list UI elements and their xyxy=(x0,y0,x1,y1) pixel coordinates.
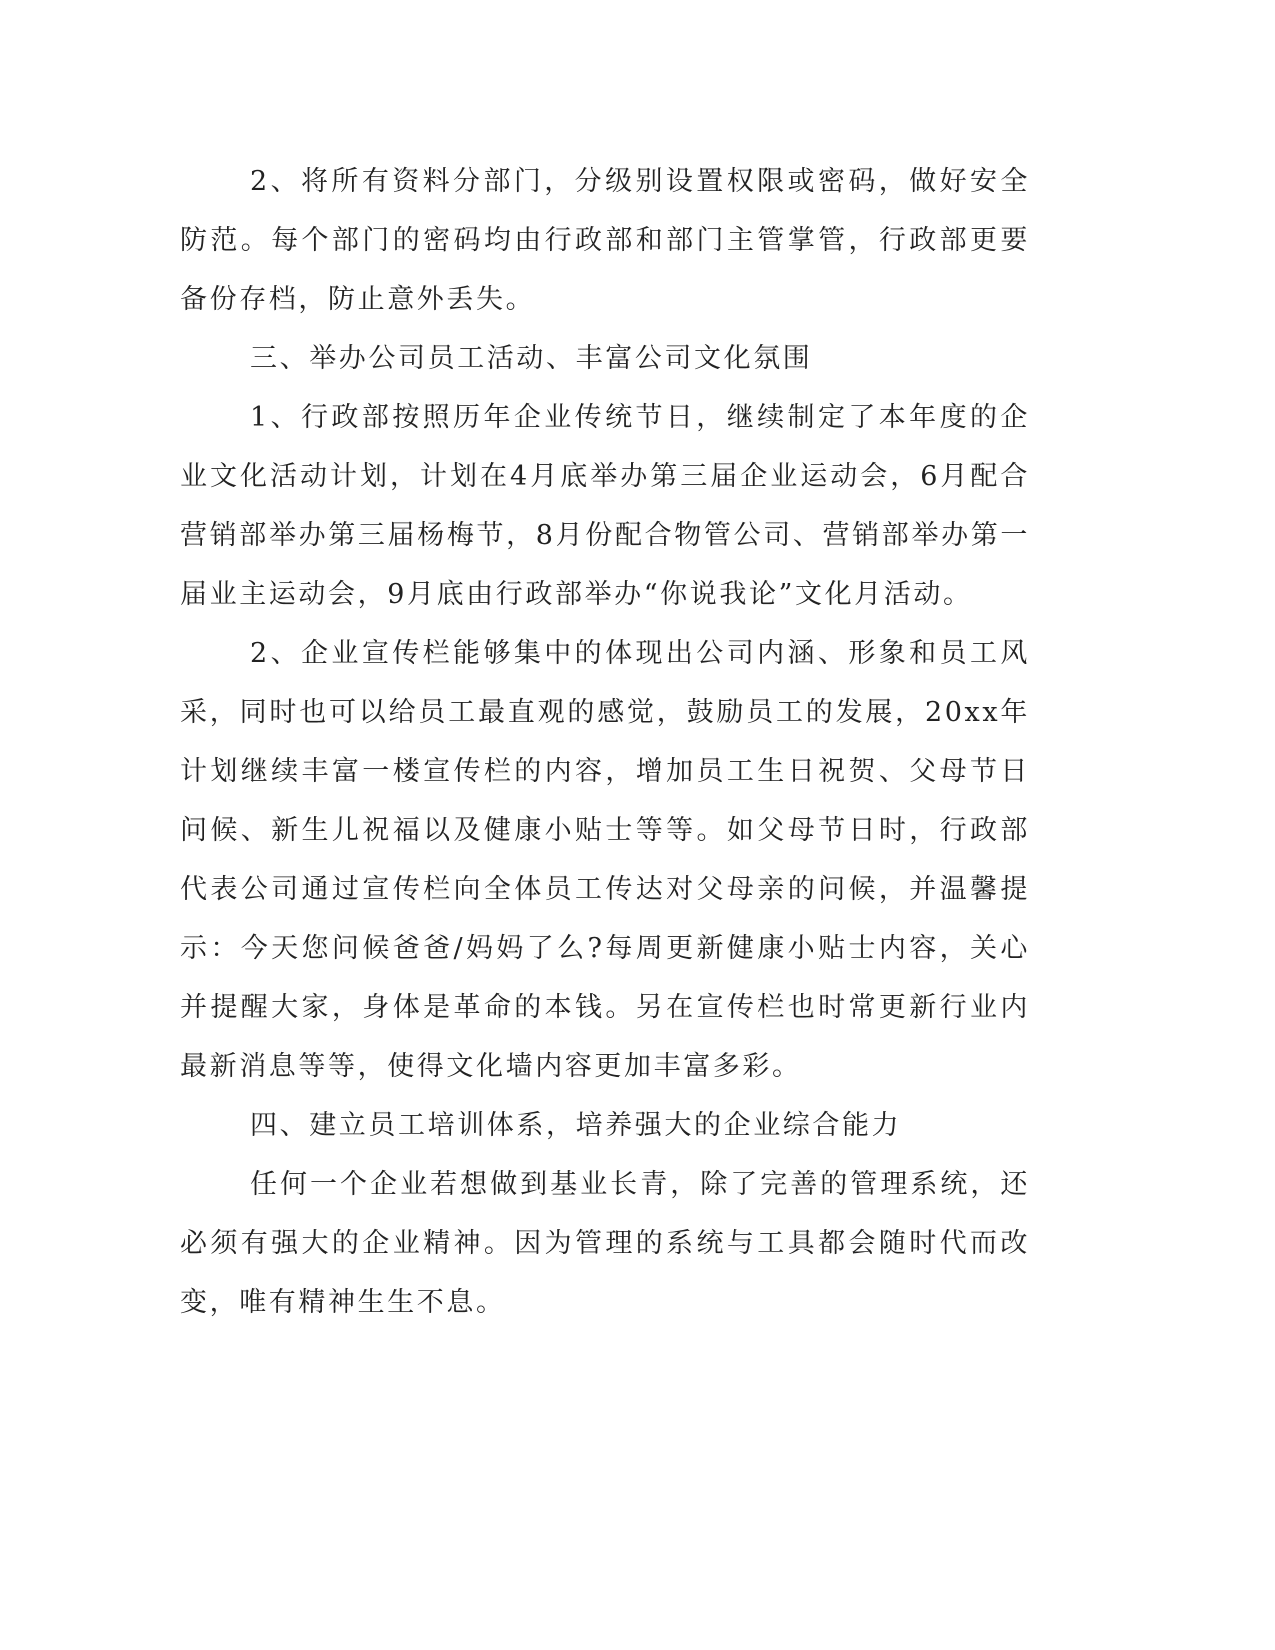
paragraph-bulletin-board: 2、企业宣传栏能够集中的体现出公司内涵、形象和员工风采，同时也可以给员工最直观的感觉，鼓励员工的发展，20xx年计划继续丰富一楼宣传栏的内容，增加员工生日祝贺、父母节日问候、新生儿祝福以及健康小贴士等等。如父母节日时，行政部代表公司通过宣传栏向全体员工传达对父母亲的问候，并温馨提示：今天您问候爸爸/妈妈了么?每周更新健康小贴士内容，关心并提醒大家，身体是革命的本钱。另在宣传栏也时常更新行业内最新消息等等，使得文化墙内容更加丰富多彩。 xyxy=(180,638,1030,1082)
paragraph-enterprise-spirit: 任何一个企业若想做到基业长青，除了完善的管理系统，还必须有强大的企业精神。因为管理的系统与工具都会随时代而改变，唯有精神生生不息。 xyxy=(180,1169,1030,1318)
section-heading-training-system: 四、建立员工培训体系，培养强大的企业综合能力 xyxy=(250,1110,902,1141)
paragraph-culture-activity-plan: 1、行政部按照历年企业传统节日，继续制定了本年度的企业文化活动计划，计划在4月底举办第三届企业运动会，6月配合营销部举办第三届杨梅节，8月份配合物管公司、营销部举办第一届业主运动会，9月底由行政部举办“你说我论”文化月活动。 xyxy=(180,402,1030,610)
paragraph-data-security: 2、将所有资料分部门，分级别设置权限或密码，做好安全防范。每个部门的密码均由行政部和部门主管掌管，行政部更要备份存档，防止意外丢失。 xyxy=(180,166,1030,315)
document-body xyxy=(180,152,1030,1332)
section-heading-employee-activities: 三、举办公司员工活动、丰富公司文化氛围 xyxy=(250,343,813,374)
